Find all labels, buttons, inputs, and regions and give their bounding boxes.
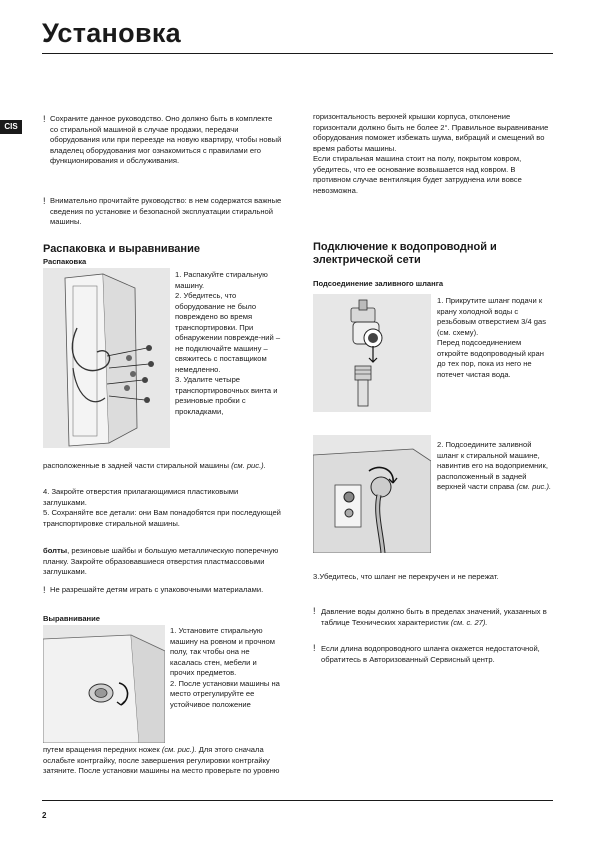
page-reference: (см. с. 27). [450, 617, 488, 627]
level-continuation [43, 745, 283, 777]
bolts-paragraph [43, 546, 283, 578]
hose-subheading: Подсоединение заливного шланга [313, 279, 444, 288]
level-continuation-rest: Для этого сначала ослабьте контргайку, после завершения регулировки контргайку затяните. После установки машины на место проверьте по уровню [43, 745, 280, 775]
hose-step-2 [437, 440, 553, 493]
machine-back-transport-screws [43, 268, 170, 448]
unpack-steps: 1. Распакуйте стиральную машину. 2. Убедитесь, что оборудование не было повреждено во время транспортировки. При обнаружении поврежде-ний – не подключайте машину – свяжитесь с поставщиком немедленно. 3. Удалите четыре транспортировочных винта и резиновые пробки с прокладками, [175, 270, 281, 416]
figure-hose-inlet [313, 435, 431, 553]
warning-pressure-text: Давление воды должно быть в пределах значений, указанных в таблице Технических характеристик [321, 607, 547, 627]
page-title: Установка [42, 18, 181, 48]
exclamation-icon: ! [43, 196, 46, 206]
language-tab: CIS [0, 120, 22, 134]
leveling-continuation: горизонтальность верхней крышки корпуса, отклонение горизонтали должно быть не более 2°. Правильное выравнивание оборудования поможет избежать шума, вибраций и смещений во время работы машины. Если стиральная машина стоит на полу, покрытом ковром, убедитесь, что ее основание возвышается над ковром. В противном случае вентиляция будет затруднена или вовсе невозможна. [313, 112, 549, 195]
hose-inlet-connection [313, 435, 431, 553]
exclamation-icon: ! [313, 606, 316, 616]
figure-adjustable-foot [43, 625, 165, 743]
warning-keep-manual: Сохраните данное руководство. Оно должно быть в комплекте со стиральной машиной в случае продажи, передачи оборудования или при переезде на новую квартиру, чтобы новый владелец оборудования мог ознакомиться с правилами его функционирования и обслуживания. [50, 114, 282, 165]
hose-step-1: 1. Прикрутите шланг подачи к крану холодной воды с резьбовым отверстием 3/4 gas (см. схему). Перед подсоединением откройте водопроводный кран до тех пор, пока из него не потечет чистая вода. [437, 296, 547, 379]
figure-reference: (см. рис.). [231, 461, 266, 470]
water-tap-thread [313, 294, 431, 412]
level-steps: 1. Установите стиральную машину на ровном и прочном полу, так чтобы она не касалась стен, мебели и прочих предметов. 2. После установки машины на место отрегулируйте ее устойчивое положение [170, 626, 280, 709]
exclamation-icon: ! [313, 643, 316, 653]
figure-reference: (см. рис.). [161, 745, 197, 754]
figure-reference: (см. рис.). [516, 482, 552, 491]
level-continuation-text: путем вращения передних ножек [43, 745, 160, 754]
hose-step-3: 3.Убедитесь, что шланг не перекручен и не пережат. [313, 572, 499, 581]
unpack-continuation-text: расположенные в задней части стиральной машины [43, 461, 229, 470]
footer-rule [42, 800, 553, 801]
warning-read-manual: Внимательно прочитайте руководство: в нем содержатся важные сведения по установке и безопасной эксплуатации стиральной машины. [50, 196, 282, 226]
warning-pressure [321, 607, 553, 628]
unpack-step-4: 4. Закройте отверстия прилагающимися пластиковыми заглушками. [43, 487, 239, 507]
warning-children: Не разрешайте детям играть с упаковочными материалами. [50, 585, 264, 594]
unpack-step-5: 5. Сохраняйте все детали: они Вам понадобятся при последующей транспортировке стиральной машины. [43, 508, 281, 528]
level-subheading: Выравнивание [43, 614, 101, 623]
page-number: 2 [42, 811, 47, 820]
bolts-rest: , резиновые шайбы и большую металлическую поперечную планку. Закройте образовавшиеся отверстия пластмассовыми заглушками. [43, 546, 279, 576]
adjustable-foot [43, 625, 165, 743]
connect-heading: Подключение к водопроводной и электрической сети [313, 241, 497, 266]
figure-water-tap [313, 294, 431, 412]
bolts-bold: болты [43, 546, 68, 555]
unpack-subheading: Распаковка [43, 257, 87, 266]
hose-step-2-text: 2. Подсоедините заливной шланг к стиральной машине, навинтив его на водоприемник, расположенный в задней верхней части справа [437, 440, 548, 491]
unpack-heading: Распаковка и выравнивание [43, 243, 200, 255]
title-rule [42, 53, 553, 54]
exclamation-icon: ! [43, 114, 46, 124]
exclamation-icon: ! [43, 585, 46, 595]
warning-hose-length: Если длина водопроводного шланга окажется недостаточной, обратитесь в Авторизованный Сервисный центр. [321, 644, 540, 664]
figure-machine-back [43, 268, 170, 448]
unpack-continuation [43, 461, 283, 472]
